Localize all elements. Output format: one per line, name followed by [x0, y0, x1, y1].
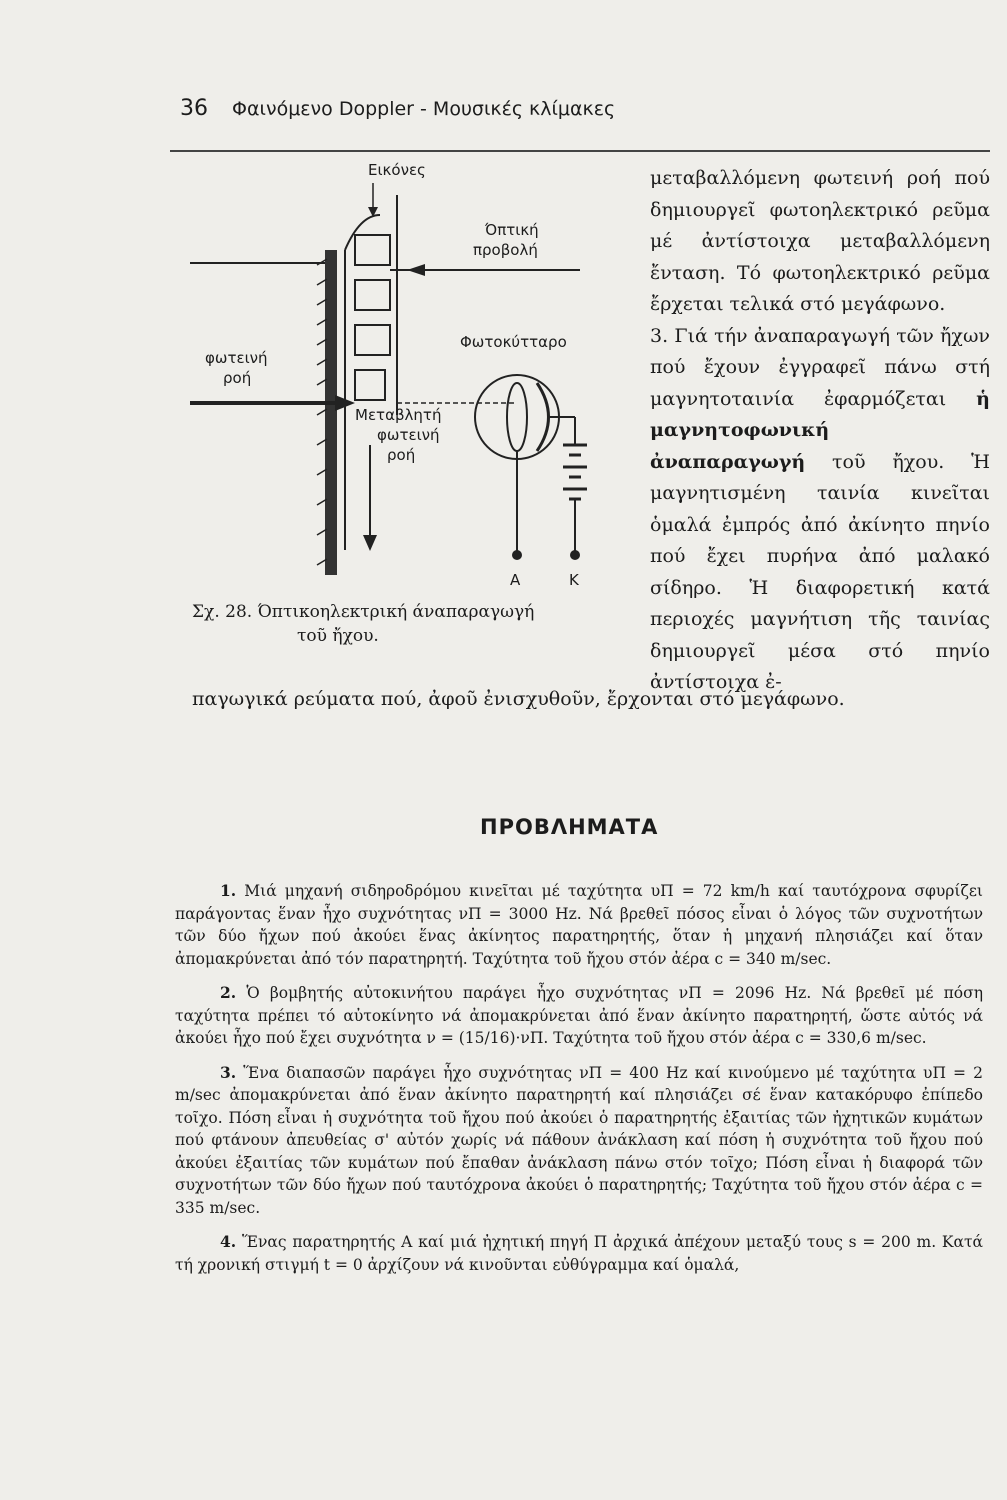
- header-rule: [170, 150, 990, 152]
- caption-line-1: Σχ. 28. Όπτικοηλεκτρική άναπαραγωγή: [192, 602, 535, 622]
- label-photocell: Φωτοκύτταρο: [460, 333, 567, 351]
- problem-1-number: 1.: [220, 881, 237, 900]
- paragraph-continuation: μεταβαλλόμενη φωτεινή ροή πού δημιουργεῖ φωτοηλεκτρικό ρεῦμα μέ ἀντίστοιχα μεταβαλλόμενη ἔνταση. Τό φωτοηλεκτρικό ρεῦμα ἔρχεται τελικά στό μεγάφωνο.: [650, 167, 990, 315]
- term-magnetic-reproduction: ἡ μαγνητοφωνική ἀναπαραγωγή: [650, 387, 990, 473]
- label-terminal-k: Κ: [569, 571, 579, 589]
- page-number: 36: [180, 96, 208, 121]
- problem-2-number: 2.: [220, 983, 237, 1002]
- label-optical-projection-2: προβολή: [473, 241, 538, 259]
- problems-list: [175, 880, 983, 1288]
- paragraph-item-3-end: τοῦ ἤχου. Ἡ μαγνητισμένη ταινία κινεῖται ὁμαλά ἐμπρός ἀπό ἀκίνητο πηνίο πού ἔχει πυρήνα ἀπό μαλακό σίδηρο. Ἡ διαφορετική κατά περιοχές μαγνήτιση τῆς ταινίας δημιουργεῖ μέσα στό πηνίο ἀντίστοιχα ἐ-: [650, 450, 990, 693]
- page-header: [180, 96, 615, 121]
- paragraph-item-3: [650, 321, 990, 699]
- figure-diagram: [185, 155, 615, 595]
- label-terminal-a: Α: [510, 571, 521, 589]
- label-images: Εικόνες: [368, 161, 426, 179]
- problem-2: [175, 982, 983, 1050]
- caption-line-2: τοῦ ἤχου.: [297, 626, 379, 646]
- page-running-title: Φαινόμενο Doppler - Μουσικές κλίμακες: [232, 98, 616, 120]
- problem-2-text: Ὁ βομβητής αὐτοκινήτου παράγει ἦχο συχνότητας νΠ = 2096 Hz. Νά βρεθεῖ μέ πόση ταχύτητα πρέπει τό αὐτοκίνητο νά ἀπομακρύνεται ἀπό ἕναν ἀκίνητο παρατηρητή, ὥστε αὐτός νά ἀκούει ἦχο πού ἔχει συχνότητα ν = (15/16)·νΠ. Ταχύτητα τοῦ ἤχου στόν ἀέρα c = 330,6 m/sec.: [175, 984, 983, 1047]
- problem-4: [175, 1231, 983, 1276]
- label-light-flow-2: ροή: [223, 369, 252, 387]
- right-column-text: [650, 163, 990, 699]
- label-light-flow-1: φωτεινή: [205, 349, 268, 367]
- paragraph-item-3-start: 3. Γιά τήν ἀναπαραγωγή τῶν ἤχων πού ἔχουν ἐγγραφεῖ πάνω στή μαγνητοταινία ἐφαρμόζεται: [650, 324, 990, 410]
- label-optical-projection-1: Όπτική: [485, 221, 539, 239]
- problem-1: [175, 880, 983, 970]
- figure-optoelectronic-reproduction: [185, 155, 615, 595]
- problem-3: [175, 1062, 983, 1220]
- label-variable-1: Μεταβλητή: [355, 406, 442, 424]
- label-variable-2: φωτεινή: [377, 426, 440, 444]
- figure-caption: [192, 600, 534, 648]
- problem-4-number: 4.: [220, 1232, 237, 1251]
- problem-3-text: Ἕνα διαπασῶν παράγει ἦχο συχνότητας νΠ = 400 Hz καί κινούμενο μέ ταχύτητα υΠ = 2 m/sec ἀπομακρύνεται ἀπό ἕναν ἀκίνητο παρατηρητή καί πλησιάζει σέ ἕναν κατακόρυφο ἐπίπεδο τοῖχο. Πόση εἶναι ἡ συχνότητα τοῦ ἤχου πού ἀκούει ὁ παρατηρητής ἐξαιτίας τῶν ἠχητικῶν κυμάτων πού φτάνουν ἀπευθείας σ' αὐτόν χωρίς νά πάθουν ἀνάκλαση καί πόση ἡ συχνότητα τοῦ ἤχου πού ἀκούει ἐξαιτίας τῶν κυμάτων πού ἔπαθαν ἀνάκλαση πάνω στόν τοῖχο; Πόση εἶναι ἡ διαφορά τῶν συχνοτήτων τῶν δύο ἤχων πού ταυτόχρονα ἀκούει ὁ παρατηρητής; Ταχύτητα τοῦ ἤχου στόν ἀέρα c = 335 m/sec.: [175, 1063, 983, 1217]
- label-variable-3: ροή: [387, 446, 416, 464]
- problem-1-text: Μιά μηχανή σιδηροδρόμου κινεῖται μέ ταχύτητα υΠ = 72 km/h καί ταυτόχρονα σφυρίζει παράγοντας ἕναν ἦχο συχνότητας νΠ = 3000 Hz. Νά βρεθεῖ πόσος εἶναι ὁ λόγος τῶν συχνοτήτων τῶν δύο ἤχων πού ἀκούει ἕνας ἀκίνητος παρατηρητής, ὅταν ἡ μηχανή πλησιάζει καί ὅταν ἀπομακρύνεται ἀπό τόν παρατηρητή. Ταχύτητα τοῦ ἤχου στόν ἀέρα c = 340 m/sec.: [175, 882, 983, 968]
- section-title-problems: ΠΡΟΒΛΗΜΑΤΑ: [480, 815, 659, 839]
- problem-4-text: Ἕνας παρατηρητής Α καί μιά ἠχητική πηγή Π ἀρχικά ἀπέχουν μεταξύ τους s = 200 m. Κατά τή χρονική στιγμή t = 0 ἀρχίζουν νά κινοῦνται εὐθύγραμμα καί ὁμαλά,: [175, 1233, 983, 1274]
- paragraph-wide-line: παγωγικά ρεύματα πού, ἀφοῦ ἐνισχυθοῦν, ἔρχονται στό μεγάφωνο.: [192, 688, 845, 710]
- problem-3-number: 3.: [220, 1062, 237, 1082]
